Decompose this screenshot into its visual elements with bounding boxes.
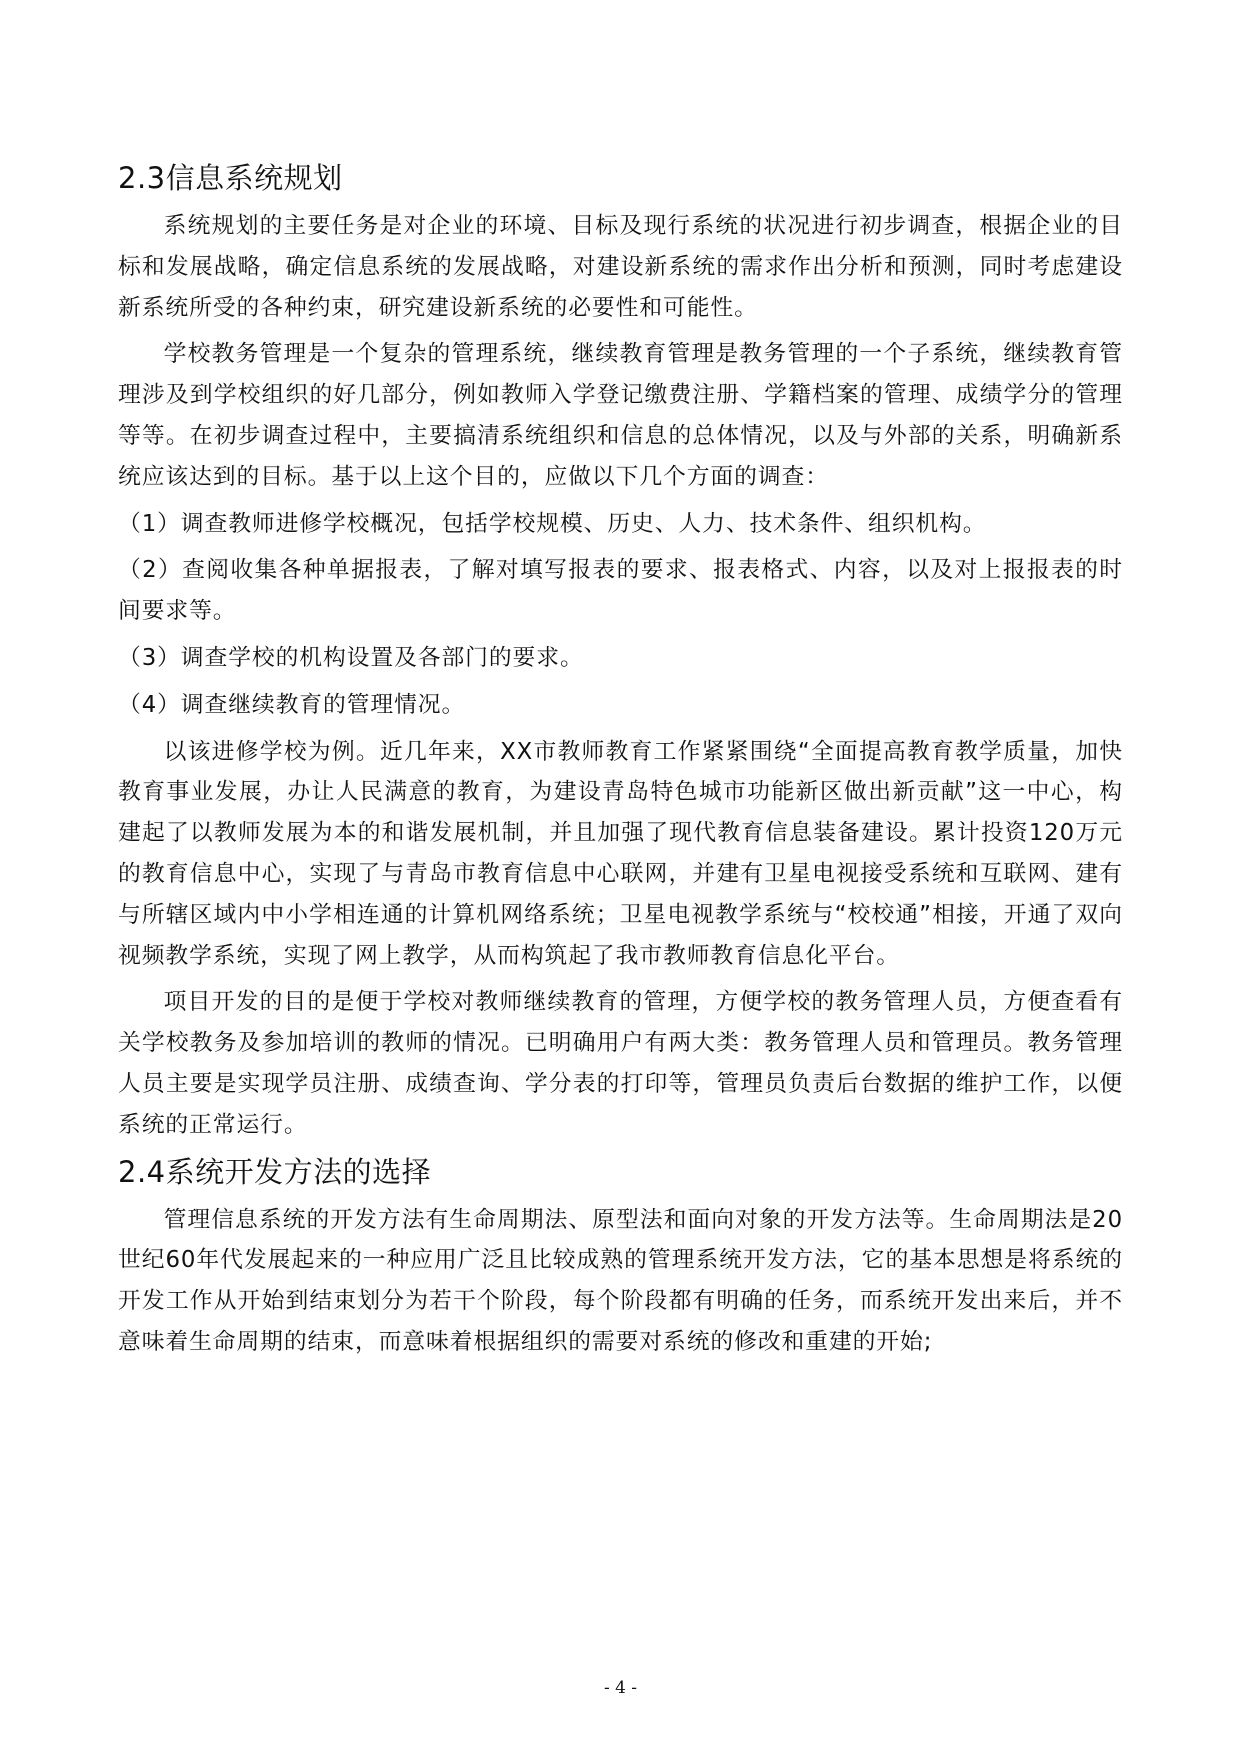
paragraph: 系统规划的主要任务是对企业的环境、目标及现行系统的状况进行初步调查，根据企业的目标和发展战略，确定信息系统的发展战略，对建设新系统的需求作出分析和预测，同时考虑建设新系统所受的各种约束，研究建设新系统的必要性和可能性。: [118, 213, 1123, 321]
paragraph: 以该进修学校为例。近几年来，XX市教师教育工作紧紧围绕“全面提高教育教学质量，加快教育事业发展，办让人民满意的教育，为建设青岛特色城市功能新区做出新贡献”这一中心，构建起了以教师发展为本的和谐发展机制，并且加强了现代教育信息装备建设。累计投资120万元的教育信息中心，实现了与青岛市教育信息中心联网，并建有卫星电视接受系统和互联网、建有与所辖区域内中小学相连通的计算机网络系统；卫星电视教学系统与“校校通”相接，开通了双向视频教学系统，实现了网上教学，从而构筑起了我市教师教育信息化平台。: [118, 738, 1123, 969]
paragraph: 管理信息系统的开发方法有生命周期法、原型法和面向对象的开发方法等。生命周期法是20世纪60年代发展起来的一种应用广泛且比较成熟的管理系统开发方法，它的基本思想是将系统的开发工作从开始到结束划分为若干个阶段，每个阶段都有明确的任务，而系统开发出来后，并不意味着生命周期的结束，而意味着根据组织的需要对系统的修改和重建的开始;: [118, 1206, 1123, 1355]
list-item: （2）查阅收集各种单据报表，了解对填写报表的要求、报表格式、内容，以及对上报报表的时间要求等。: [118, 557, 1123, 625]
list-item: （4）调查继续教育的管理情况。: [118, 691, 466, 718]
paragraph: 项目开发的目的是便于学校对教师继续教育的管理，方便学校的教务管理人员，方便查看有关学校教务及参加培训的教师的情况。已明确用户有两大类：教务管理人员和管理员。教务管理人员主要是实现学员注册、成绩查询、学分表的打印等，管理员负责后台数据的维护工作，以便系统的正常运行。: [118, 989, 1123, 1138]
paragraph: 学校教务管理是一个复杂的管理系统，继续教育管理是教务管理的一个子系统，继续教育管理涉及到学校组织的好几部分，例如教师入学登记缴费注册、学籍档案的管理、成绩学分的管理等等。在初步调查过程中，主要搞清系统组织和信息的总体情况，以及与外部的关系，明确新系统应该达到的目标。基于以上这个目的，应做以下几个方面的调查：: [118, 341, 1123, 490]
section-heading-2-4: 2.4系统开发方法的选择: [118, 1154, 432, 1189]
list-item: （3）调查学校的机构设置及各部门的要求。: [118, 644, 584, 671]
list-item: （1）调查教师进修学校概况，包括学校规模、历史、人力、技术条件、组织机构。: [118, 510, 987, 537]
page-content: [118, 158, 1123, 1369]
section-heading-2-3: 2.3信息系统规划: [118, 161, 343, 195]
page-number: - 4 -: [603, 1678, 638, 1698]
